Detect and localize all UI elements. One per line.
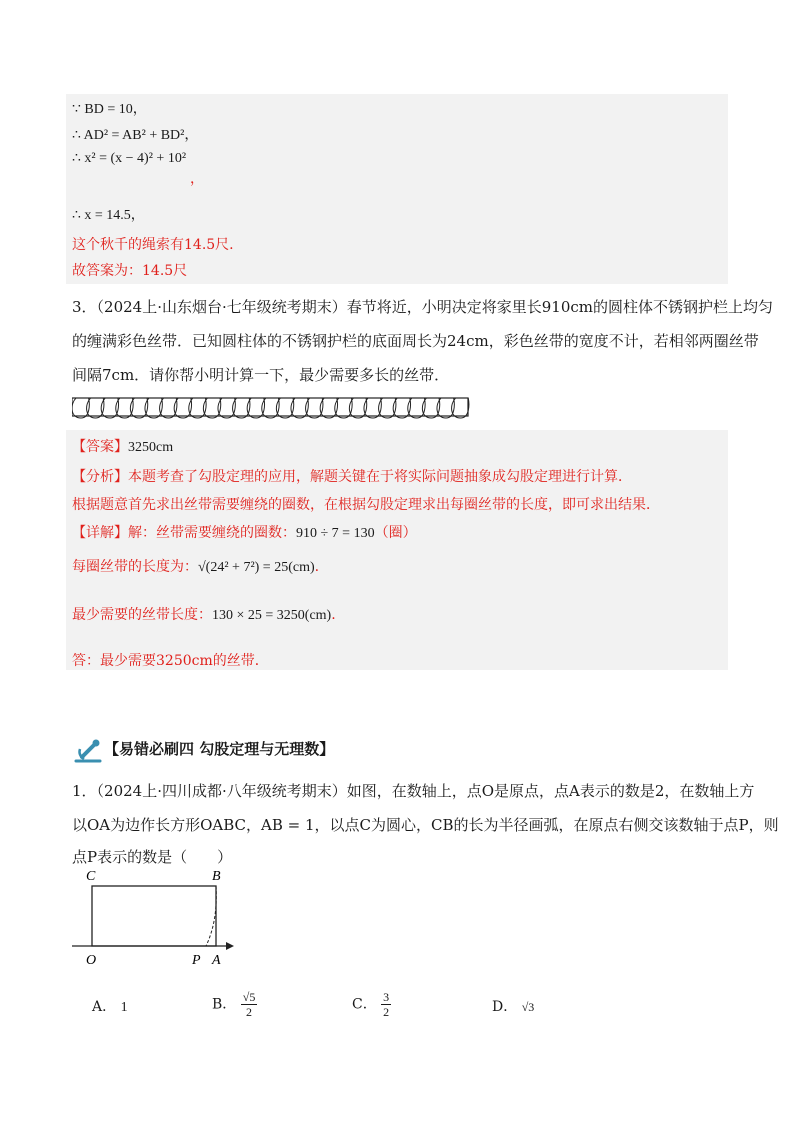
solution-box-1 [66,94,728,284]
solution-line: ∴ x = 14.5， [72,208,145,223]
analysis-line-2: 根据题意首先求出丝带需要缠绕的圈数，在根据勾股定理求出每圈丝带的长度，即可求出结果． [72,497,660,513]
analysis-text: 本题考查了勾股定理的应用，解题关键在于将实际问题抽象成勾股定理进行计算． [128,469,632,485]
question-3-line-3: 间隔7cm．请你帮小明计算一下，最少需要多长的丝带． [72,366,450,384]
detail-tag: 【详解】 [72,525,128,541]
solution-conclusion: 这个秋千的绳索有14.5尺. [72,237,234,253]
detail-line-1 [72,522,417,542]
answer-value: 3250cm [128,440,174,455]
detail-math: √(24² + 7²) = 25(cm) [198,560,315,575]
question-3-line-2: 的缠满彩色丝带．已知圆柱体的不锈钢护栏的底面周长为24cm，彩色丝带的宽度不计，若相邻两圈丝带 [72,332,759,350]
label-a: A [212,953,221,968]
detail-line-3: 最少需要的丝带长度：130 × 25 = 3250(cm). [72,607,336,623]
solution-line: ∴ x² = (x − 4)² + 10² [72,151,187,166]
solution-box-2 [66,430,728,670]
detail-text: 每圈丝带的长度为： [72,559,198,575]
question-1-line-1: 1．（2024上·四川成都·八年级统考期末）如图，在数轴上，点O是原点，点A表示的数是2，在数轴上方 [72,782,755,800]
label-b: B [212,869,221,884]
question-3-line-1: 3．（2024上·山东烟台·七年级统考期末）春节将近，小明决定将家里长910cm的圆柱体不锈钢护栏上均匀 [72,298,774,316]
option-c[interactable]: C． $\frac{3}{2}$ [352,990,390,1019]
solution-line: ∵ BD = 10， [72,102,147,117]
section-heading: 【易错必刷四 勾股定理与无理数】 [104,740,335,758]
label-p: P [192,953,201,968]
fraction: $\frac{√5}{2}$ [242,990,256,1019]
detail-tail: （圈） [374,525,417,541]
solution-line: ， [190,172,204,187]
answer-tag: 【答案】 [72,439,128,455]
detail-text: 最少需要的丝带长度： [72,607,212,623]
detail-math: 910 ÷ 7 = 130 [296,526,375,541]
solution-answer: 故答案为：14.5尺 [72,263,188,279]
answer-line [72,436,173,456]
fraction: $\frac{3}{2}$ [383,990,390,1019]
microscope-icon [72,737,104,763]
question-1-line-2: 以OA为边作长方形OABC，AB = 1，以点C为圆心，CB的长为半径画弧，在原点右侧交该数轴于点P，则 [72,816,779,834]
detail-text: 解：丝带需要缠绕的圈数： [128,525,296,541]
option-b[interactable]: B． $\frac{√5}{2}$ [212,990,256,1019]
label-o: O [86,953,97,968]
spiral-ribbon-figure [72,394,472,422]
detail-line-4: 答：最少需要3250cm的丝带． [72,653,269,669]
label-c: C [86,869,96,884]
number-line-figure [72,866,242,970]
option-a[interactable]: A． 1 [92,999,128,1015]
solution-line: ∴ AD² = AB² + BD²， [72,128,199,143]
analysis-line [72,466,632,486]
option-d[interactable]: D． √3 [492,999,535,1015]
question-1-line-3: 点P表示的数是（ ） [72,848,233,866]
analysis-tag: 【分析】 [72,469,128,485]
detail-math: 130 × 25 = 3250(cm) [212,608,332,623]
detail-line-2: 每圈丝带的长度为：√(24² + 7²) = 25(cm). [72,559,320,575]
